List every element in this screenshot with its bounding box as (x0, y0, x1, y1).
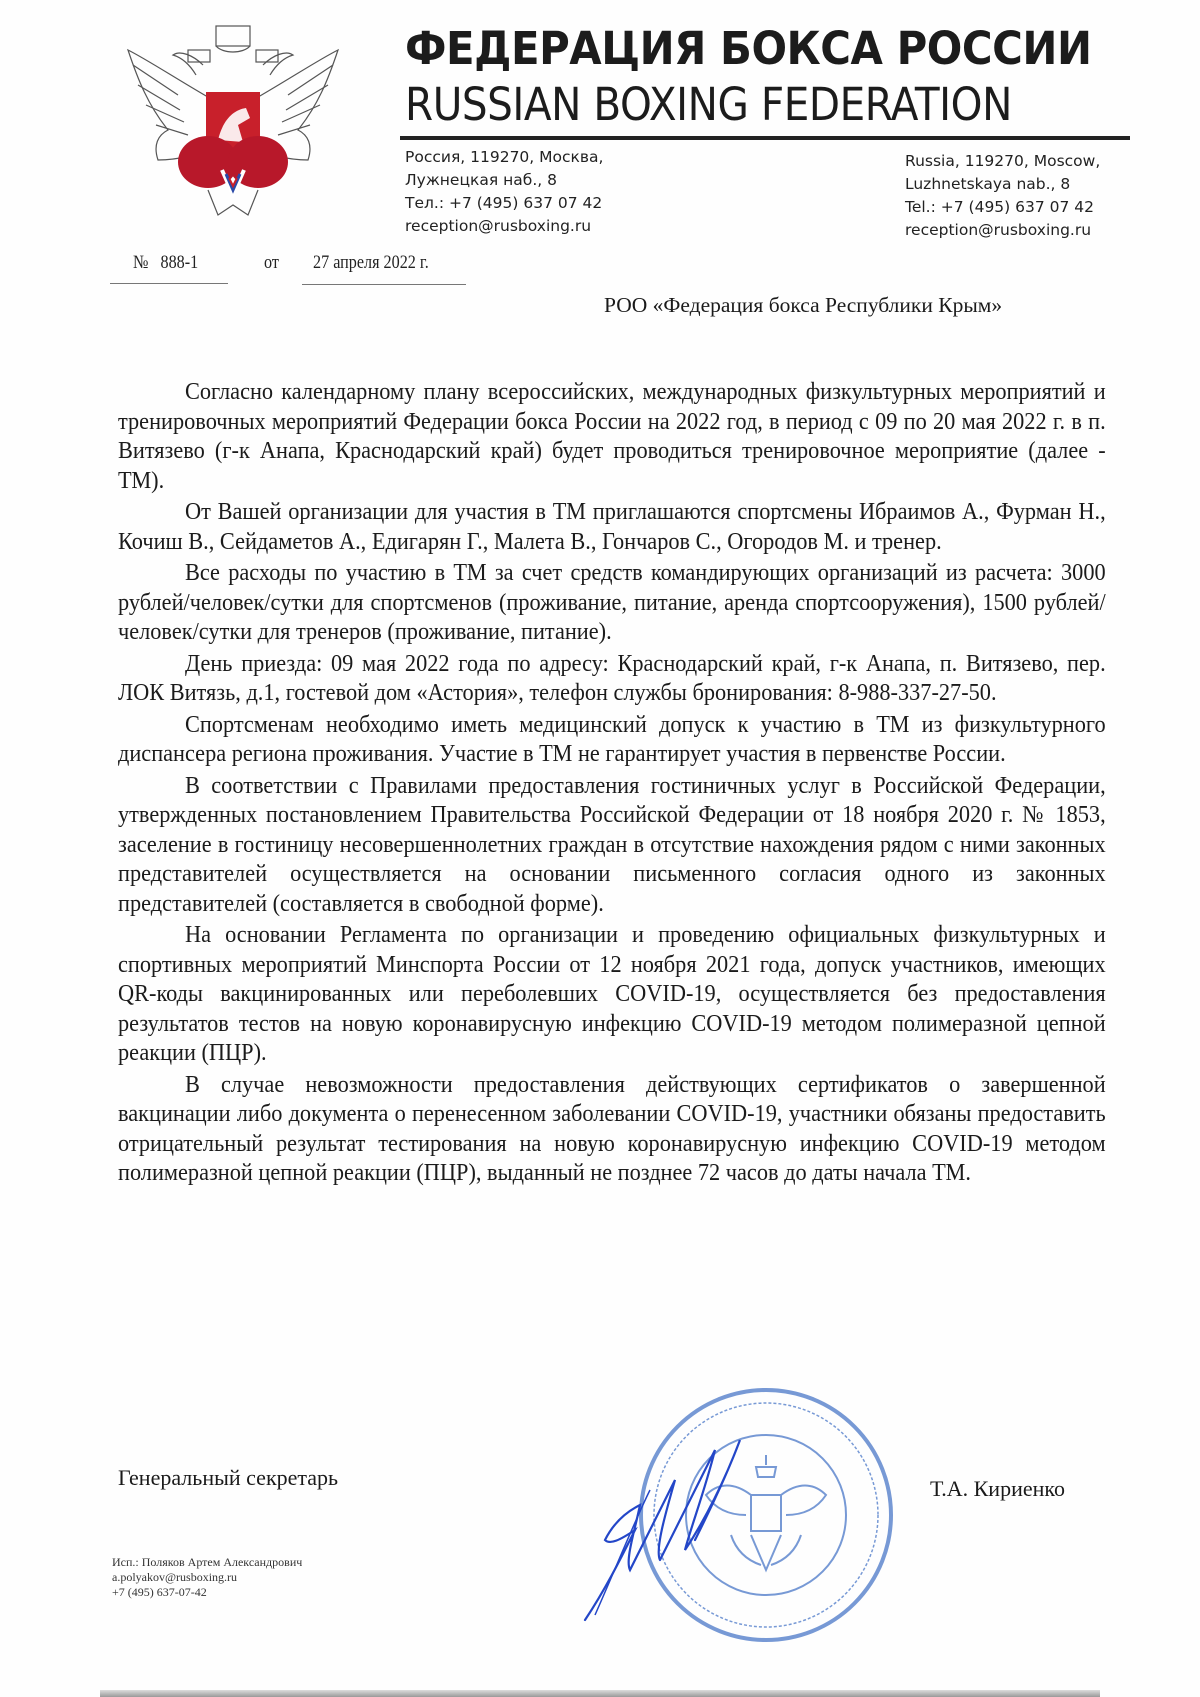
address-en-line: Luzhnetskaya nab., 8 (905, 175, 1071, 193)
boxing-federation-eagle-emblem-icon (118, 10, 348, 225)
address-ru-phone: Тел.: +7 (495) 637 07 42 (405, 194, 603, 212)
org-name-en: RUSSIAN BOXING FEDERATION (405, 78, 1012, 131)
paragraph: От Вашей организации для участия в ТМ приглашаются спортсмены Ибраимов А., Фурман Н., Кочиш В., Сейдаметов А., Едигарян Г., Малета В., Гончаров С., Огородов М. и тренер. (118, 499, 1106, 555)
address-ru-line: Лужнецкая наб., 8 (405, 171, 557, 189)
number-underline (110, 283, 228, 284)
date-underline (302, 284, 466, 285)
recipient: РОО «Федерация бокса Республики Крым» (604, 293, 1003, 317)
paragraph: Все расходы по участию в ТМ за счет средств командирующих организаций из расчета: 3000 рублей/человек/сутки для спортсменов (проживание, питание, аренда спортсооружения), 1500 рублей/человек/сутки для тренеров (проживание, питание). (118, 560, 1106, 645)
org-name-ru: ФЕДЕРАЦИЯ БОКСА РОССИИ (405, 22, 1092, 75)
reference-number (133, 252, 198, 274)
paragraph: На основании Регламента по организации и проведению официальных физкультурных и спортивных мероприятий Минспорта России от 12 ноября 2021 года, допуск участников, имеющих QR-коды вакцинированных или переболевших COVID-19, осуществляется без предоставления результатов тестов на новую коронавирусную инфекцию COVID-19 методом полимеразной цепной реакции (ПЦР). (118, 922, 1106, 1066)
address-en-phone: Tel.: +7 (495) 637 07 42 (905, 198, 1095, 216)
handwritten-signature-icon (575, 1420, 755, 1630)
address-en-email: reception@rusboxing.ru (905, 221, 1092, 239)
from-label: от (264, 252, 279, 273)
executor-name: Исп.: Поляков Артем Александрович (112, 1555, 303, 1569)
address-en-line: Russia, 119270, Moscow, (905, 152, 1101, 170)
signer-name: Т.А. Кириенко (930, 1476, 1065, 1501)
scan-edge (100, 1690, 1100, 1697)
letter-body (118, 378, 1106, 1189)
header-divider (400, 136, 1130, 140)
address-en (905, 150, 1100, 242)
executor-phone: +7 (495) 637-07-42 (112, 1585, 207, 1599)
address-ru-email: reception@rusboxing.ru (405, 217, 592, 235)
executor-info (112, 1555, 302, 1600)
reference-date: 27 апреля 2022 г. (313, 252, 429, 273)
number-label: № (133, 252, 149, 273)
executor-email: a.polyakov@rusboxing.ru (112, 1570, 238, 1584)
paragraph: День приезда: 09 мая 2022 года по адресу: Краснодарский край, г-к Анапа, п. Витязево, пер. ЛОК Витязь, д.1, гостевой дом «Астория», телефон службы бронирования: 8-988-337-27-50. (118, 650, 1106, 706)
signer-title: Генеральный секретарь (118, 1465, 339, 1490)
address-ru-line: Россия, 119270, Москва, (405, 148, 604, 166)
paragraph: Спортсменам необходимо иметь медицинский допуск к участию в ТМ из физкультурного диспансера региона проживания. Участие в ТМ не гарантирует участия в первенстве России. (118, 711, 1106, 767)
paragraph: В случае невозможности предоставления действующих сертификатов о завершенной вакцинации либо документа о перенесенном заболевании COVID-19, участники обязаны предоставить отрицательный результат тестирования на новую коронавирусную инфекцию COVID-19 методом полимеразной цепной реакции (ПЦР), выданный не позднее 72 часов до даты начала ТМ. (118, 1071, 1106, 1186)
paragraph: Согласно календарному плану всероссийских, международных физкультурных мероприятий и тренировочных мероприятий Федерации бокса России на 2022 год, в период с 09 по 20 мая 2022 г. в п. Витязево (г-к Анапа, Краснодарский край) будет проводиться тренировочное мероприятие (далее - ТМ). (118, 379, 1106, 494)
paragraph: В соответствии с Правилами предоставления гостиничных услуг в Российской Федерации, утвержденных постановлением Правительства Российской Федерации от 18 ноября 2020 г. № 1853, заселение в гостиницу несовершеннолетних граждан в отсутствие нахождения рядом с ними законных представителей осуществляется на основании письменного согласия одного из законных представителей (составляется в свободной форме). (118, 772, 1106, 917)
number-value: 888-1 (160, 252, 199, 273)
address-ru (405, 146, 603, 238)
